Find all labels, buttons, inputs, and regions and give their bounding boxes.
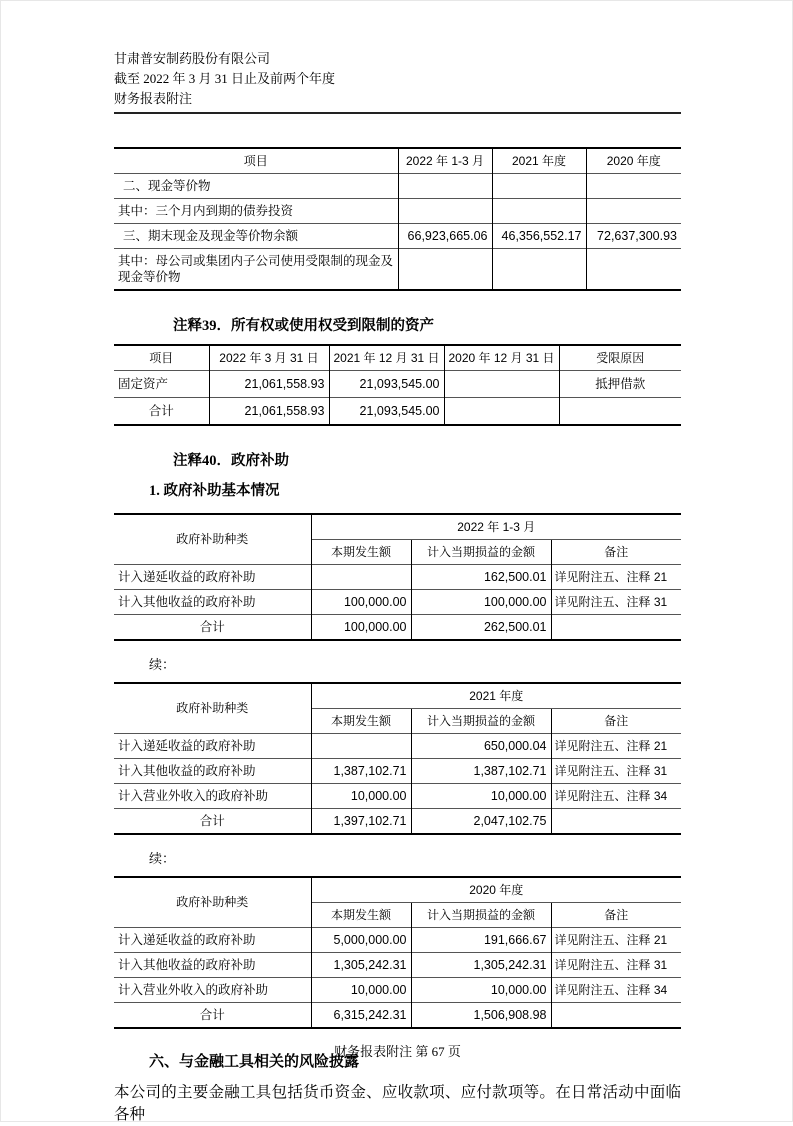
subsidy-kind-cell: 计入递延收益的政府补助 — [114, 733, 311, 758]
period-header: 2021 年度 — [311, 683, 681, 709]
table-total-row — [114, 614, 681, 640]
table-row — [114, 589, 681, 614]
item-cell: 三、期末现金及现金等价物余额 — [114, 224, 398, 249]
table-header-row — [114, 345, 681, 371]
restricted-assets-table — [114, 344, 681, 426]
remark-cell — [551, 614, 681, 640]
column-header: 2020 年度 — [586, 148, 681, 174]
remark-cell: 详见附注五、注释 31 — [551, 589, 681, 614]
category-header: 政府补助种类 — [176, 895, 249, 909]
table-total-row — [114, 398, 681, 425]
total-label-cell: 合计 — [114, 1002, 311, 1028]
table-total-row — [114, 808, 681, 834]
column-header: 本期发生额 — [311, 708, 411, 733]
column-header: 2021 年度 — [492, 148, 586, 174]
amount-cell: 1,305,242.31 — [311, 952, 411, 977]
amount-cell: 1,387,102.71 — [311, 758, 411, 783]
amount-cell — [311, 564, 411, 589]
value-cell — [492, 174, 586, 199]
value-cell: 46,356,552.17 — [492, 224, 586, 249]
table-row — [114, 758, 681, 783]
section6-title: 六、与金融工具相关的风险披露 — [149, 1053, 360, 1070]
pl-amount-cell: 191,666.67 — [411, 927, 551, 952]
column-header: 计入当期损益的金额 — [411, 902, 551, 927]
column-header: 项目 — [243, 154, 268, 168]
table-row — [114, 977, 681, 1002]
pl-amount-cell: 100,000.00 — [411, 589, 551, 614]
section6-paragraph: 本公司的主要金融工具包括货币资金、应收款项、应付款项等。在日常活动中面临各种 — [114, 1083, 681, 1123]
total-label-cell: 合计 — [114, 398, 209, 425]
amount-cell: 10,000.00 — [311, 977, 411, 1002]
amount-cell: 1,397,102.71 — [311, 808, 411, 834]
total-label-cell: 合计 — [114, 808, 311, 834]
restriction-reason-cell: 抵押借款 — [559, 371, 681, 398]
pl-amount-cell: 2,047,102.75 — [411, 808, 551, 834]
remark-cell: 详见附注五、注释 34 — [551, 783, 681, 808]
value-cell — [586, 199, 681, 224]
table-header-row — [114, 877, 681, 903]
note40-title: 注释40．政府补助 — [173, 452, 289, 469]
subsidy-kind-cell: 计入递延收益的政府补助 — [114, 927, 311, 952]
remark-cell — [551, 1002, 681, 1028]
table-row — [114, 733, 681, 758]
pl-amount-cell: 10,000.00 — [411, 783, 551, 808]
value-cell: 66,923,665.06 — [398, 224, 492, 249]
table-row — [114, 199, 681, 224]
cash-equivalents-table — [114, 147, 681, 291]
amount-cell: 100,000.00 — [311, 589, 411, 614]
column-header: 本期发生额 — [311, 539, 411, 564]
value-cell — [586, 249, 681, 291]
period-header: 2020 年度 — [311, 877, 681, 903]
column-header: 受限原因 — [559, 345, 681, 371]
amount-cell: 10,000.00 — [311, 783, 411, 808]
note40-subtitle: 1. 政府补助基本情况 — [149, 482, 280, 499]
amount-cell: 5,000,000.00 — [311, 927, 411, 952]
table-row — [114, 249, 681, 291]
remark-cell: 详见附注五、注释 21 — [551, 564, 681, 589]
document-type: 财务报表附注 — [114, 91, 193, 106]
table-row — [114, 224, 681, 249]
header-rule — [114, 112, 681, 114]
category-header: 政府补助种类 — [176, 701, 249, 715]
subsidy-table-2020 — [114, 876, 681, 1029]
column-header: 备注 — [551, 902, 681, 927]
pl-amount-cell: 650,000.04 — [411, 733, 551, 758]
column-header: 项目 — [149, 351, 174, 365]
remark-cell: 详见附注五、注释 21 — [551, 927, 681, 952]
table-row — [114, 783, 681, 808]
subsidy-kind-cell: 计入其他收益的政府补助 — [114, 589, 311, 614]
item-cell: 固定资产 — [114, 371, 209, 398]
table-header-row — [114, 683, 681, 709]
value-cell — [398, 174, 492, 199]
total-label-cell: 合计 — [114, 614, 311, 640]
category-header: 政府补助种类 — [176, 532, 249, 546]
amount-cell: 6,315,242.31 — [311, 1002, 411, 1028]
page-content — [114, 49, 681, 1126]
note39-title: 注释39．所有权或使用权受到限制的资产 — [173, 318, 434, 334]
subsidy-kind-cell: 计入营业外收入的政府补助 — [114, 783, 311, 808]
value-cell — [398, 249, 492, 291]
restriction-reason-cell — [559, 398, 681, 425]
column-header: 备注 — [551, 539, 681, 564]
pl-amount-cell: 162,500.01 — [411, 564, 551, 589]
subsidy-table-2022 — [114, 513, 681, 641]
table-header-row — [114, 148, 681, 174]
value-cell: 21,093,545.00 — [329, 371, 444, 398]
pl-amount-cell: 262,500.01 — [411, 614, 551, 640]
remark-cell — [551, 808, 681, 834]
table-row — [114, 927, 681, 952]
remark-cell: 详见附注五、注释 31 — [551, 952, 681, 977]
pl-amount-cell: 1,506,908.98 — [411, 1002, 551, 1028]
table-row — [114, 952, 681, 977]
value-cell: 21,061,558.93 — [209, 398, 329, 425]
subsidy-kind-cell: 计入其他收益的政府补助 — [114, 952, 311, 977]
amount-cell — [311, 733, 411, 758]
remark-cell: 详见附注五、注释 31 — [551, 758, 681, 783]
table-row — [114, 564, 681, 589]
column-header: 本期发生额 — [311, 902, 411, 927]
table-total-row — [114, 1002, 681, 1028]
item-cell: 二、现金等价物 — [114, 174, 398, 199]
page-footer: 财务报表附注 第 67 页 — [334, 1044, 461, 1059]
table-row — [114, 371, 681, 398]
column-header: 2020 年 12 月 31 日 — [444, 345, 559, 371]
subsidy-table-2021 — [114, 682, 681, 835]
pl-amount-cell: 10,000.00 — [411, 977, 551, 1002]
value-cell — [444, 371, 559, 398]
subsidy-kind-cell: 计入其他收益的政府补助 — [114, 758, 311, 783]
continued-label: 续： — [149, 656, 176, 672]
item-cell: 其中：母公司或集团内子公司使用受限制的现金及现金等价物 — [114, 249, 398, 291]
amount-cell: 100,000.00 — [311, 614, 411, 640]
value-cell — [492, 249, 586, 291]
value-cell — [398, 199, 492, 224]
report-period: 截至 2022 年 3 月 31 日止及前两个年度 — [114, 71, 336, 86]
pl-amount-cell: 1,305,242.31 — [411, 952, 551, 977]
value-cell — [492, 199, 586, 224]
column-header: 2022 年 1-3 月 — [398, 148, 492, 174]
value-cell: 72,637,300.93 — [586, 224, 681, 249]
subsidy-kind-cell: 计入营业外收入的政府补助 — [114, 977, 311, 1002]
column-header: 计入当期损益的金额 — [411, 539, 551, 564]
value-cell: 21,061,558.93 — [209, 371, 329, 398]
value-cell — [444, 398, 559, 425]
company-name: 甘肃普安制药股份有限公司 — [114, 51, 271, 66]
column-header: 备注 — [551, 708, 681, 733]
pl-amount-cell: 1,387,102.71 — [411, 758, 551, 783]
period-header: 2022 年 1-3 月 — [311, 514, 681, 540]
remark-cell: 详见附注五、注释 34 — [551, 977, 681, 1002]
table-row — [114, 174, 681, 199]
table-header-row — [114, 514, 681, 540]
document-header — [114, 49, 681, 109]
value-cell — [586, 174, 681, 199]
continued-label: 续： — [149, 850, 176, 866]
column-header: 2022 年 3 月 31 日 — [209, 345, 329, 371]
item-cell: 其中：三个月内到期的债券投资 — [114, 199, 398, 224]
column-header: 2021 年 12 月 31 日 — [329, 345, 444, 371]
column-header: 计入当期损益的金额 — [411, 708, 551, 733]
subsidy-kind-cell: 计入递延收益的政府补助 — [114, 564, 311, 589]
value-cell: 21,093,545.00 — [329, 398, 444, 425]
remark-cell: 详见附注五、注释 21 — [551, 733, 681, 758]
